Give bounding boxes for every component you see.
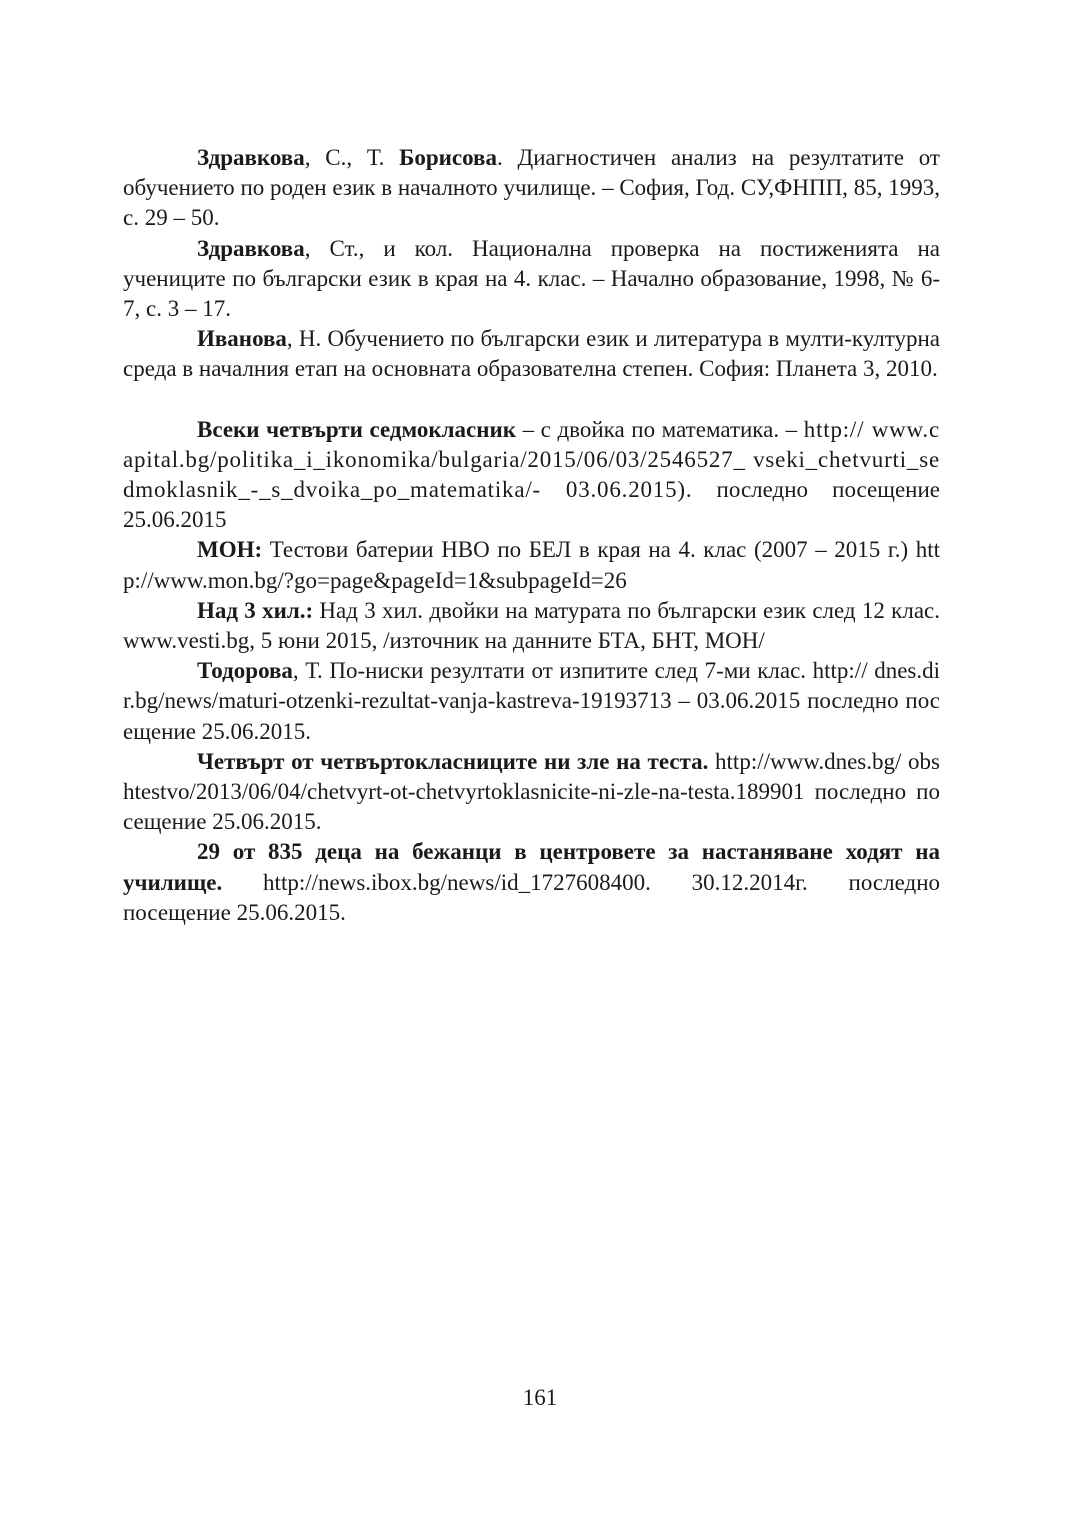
bibliography — [123, 143, 940, 928]
page-number: 161 — [522, 1385, 558, 1410]
reference-author: Здравкова — [197, 145, 305, 170]
reference-entry: МОН: Тестови батерии НВО по БЕЛ в края на 4. клас (2007 – 2015 г.) http://www.mon.bg/?go=page&pageId=1&subpageId=26 — [123, 537, 940, 593]
reference-entry: 29 от 835 деца на бежанци в центровете за настаняване ходят на училище. http://news.ibox.bg/news/id_1727608400. 30.12.2014г. последно посещение 25.06.2015. — [123, 839, 940, 925]
reference-author: Здравкова — [197, 235, 305, 261]
reference-entry: Четвърт от четвъртокласниците ни зле на теста. http://www.dnes.bg/ obshtestvo/2013/06/04/chetvyrt-ot-chetvyrtoklasnicite-ni-zle-na-testa.189901 последно посещение 25.06.2015. — [123, 748, 940, 835]
reference-entry: Иванова, Н. Обучението по български език и литература в мулти-културна среда в началния етап на основната образователна степен. София: Планета 3, 2010. — [123, 326, 940, 382]
reference-title: Над 3 хил.: — [197, 597, 314, 623]
reference-entry: Здравкова, Ст., и кол. Национална проверка на постиженията на учениците по български език в края на 4. клас. – Начално образование, 1998, № 6-7, с. 3 – 17. — [123, 235, 940, 322]
reference-entry: Здравкова, С., Т. Борисова. Диагностичен анализ на резултатите от обучението по роден език в началното училище. – София, Год. СУ,ФНПП, 85, 1993, с. 29 – 50. — [123, 145, 940, 231]
reference-title: Всеки четвърти седмокласник — [197, 416, 516, 442]
reference-author: Иванова — [197, 326, 287, 352]
reference-author: Тодорова — [197, 658, 293, 684]
reference-title: МОН: — [197, 537, 263, 563]
reference-entry: Тодорова, Т. По-ниски резултати от изпитите след 7-ми клас. http:// dnes.dir.bg/news/maturi-otzenki-rezultat-vanja-kastreva-19193713 – 03.06.2015 последно посещение 25.06.2015. — [123, 658, 940, 744]
reference-coauthor: Борисова — [399, 145, 497, 170]
reference-title: 29 от 835 деца на бежанци в центровете за настаняване ходят на училище. — [123, 839, 940, 895]
reference-entry: Над 3 хил.: Над 3 хил. двойки на матурата по български език след 12 клас. www.vesti.bg, 5 юни 2015, /източник на данните БТА, БНТ, МОН/ — [123, 597, 940, 654]
reference-title: Четвърт от четвъртокласниците ни зле на теста. — [197, 748, 709, 774]
reference-entry: Всеки четвърти седмокласник – с двойка по математика. – http:// www.capital.bg/politika_i_ikonomika/bulgaria/2015/06/03/2546527_ vseki_chetvurti_sedmoklasnik_-_s_dvoika_po_matematika/- 03.06.2015). последно посещение 25.06.2015 — [123, 416, 940, 533]
reference-link[interactable]: http:// www.capital.bg/politika_i_ikonomika/bulgaria/2015/06/03/2546527_ vseki_chetvurti_sedmoklasnik_-_s_dvoika_po_matematika/- 03.06.2015). — [123, 416, 940, 503]
section-gap — [123, 385, 940, 415]
